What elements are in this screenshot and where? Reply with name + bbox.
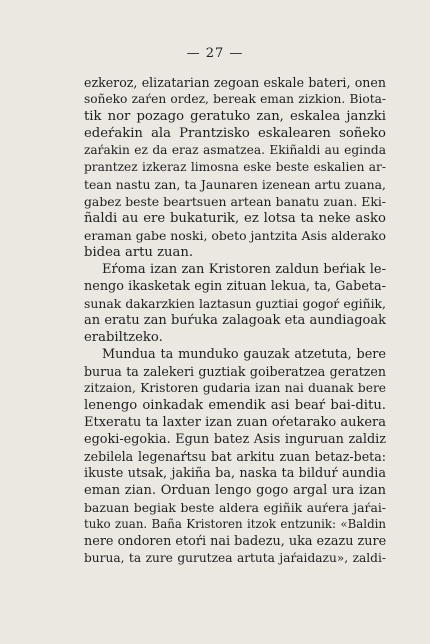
text-line: soñeko zaŕen ordez, bereak eman zizkion. Biota- [84,92,386,106]
text-line: erabiltzeko. [84,330,163,345]
text-line: an eratu zan buŕuka zalagoak eta aundiagoak [84,313,386,328]
text-line: sunak dakarzkien laztasun guztiai gogoŕ egiñik, [84,296,386,311]
text-line: zitzaion, Kristoren gudaria izan nai duanak bere [84,381,386,395]
body-text [84,74,386,567]
text-line: eraman gabe noski, obeto jantzita Asis alderako [84,228,386,243]
text-line: bazuan begiak beste aldera egiñik auŕera jaŕai- [84,500,386,515]
text-line: zaŕakin ez da eraz asmatzea. Ekiñaldi au eginda [84,143,386,157]
text-line: Etxeratu ta laxter izan zuan oŕetarako aukera [84,415,386,430]
text-line: ikuste utsak, jakiña ba, naska ta bilduŕ aundia [84,466,386,481]
text-line: egoki-egokia. Egun batez Asis inguruan zaldiz [84,432,386,447]
text-line: nere ondoren etoŕi nai badezu, uka ezazu zure [84,534,387,549]
text-line: gabez beste beartsuen artean banatu zuan. Eki- [84,194,386,209]
text-line: edeŕakin ala Prantzisko eskalearen soñeko [84,126,386,141]
text-line: Eŕoma izan zan Kristoren zaldun beŕiak le- [102,262,386,277]
text-line: tuko zuan. Baña Kristoren itzok entzunik: «Baldin [84,517,386,531]
text-line: zebilela legenaŕtsu bat arkitu zuan betaz-beta: [84,449,386,464]
text-line: eman zian. Orduan lengo gogo argal ura izan [84,483,386,498]
text-line: Mundua ta munduko gauzak atzetuta, bere [102,347,386,362]
page-number: — 27 — [186,46,244,61]
text-line: ezkeroz, elizatarian zegoan eskale bateri, onen [84,75,386,90]
text-line: burua ta zalekeri guztiak goiberatzea geratzen [84,364,386,379]
text-line: prantzez izkeraz limosna eske beste eskalien ar- [84,160,386,174]
text-line: nengo ikasketak egin zituan lekua, ta, Gabeta- [84,279,386,294]
text-line: tik nor pozago geratuko zan, eskalea janzki [84,109,386,124]
text-line: lenengo oinkadak emendik asi beaŕ bai-ditu. [84,398,386,413]
text-line: burua, ta zure gurutzea artuta jaŕaidazu», zaldi- [84,551,386,565]
text-line: ñaldi au ere bukaturik, ez lotsa ta neke asko [84,211,386,226]
text-line: tean nastu zan, ta Jaunaren izenean artu zuana, [84,177,386,192]
text-line: bidea artu zuan. [84,245,194,260]
